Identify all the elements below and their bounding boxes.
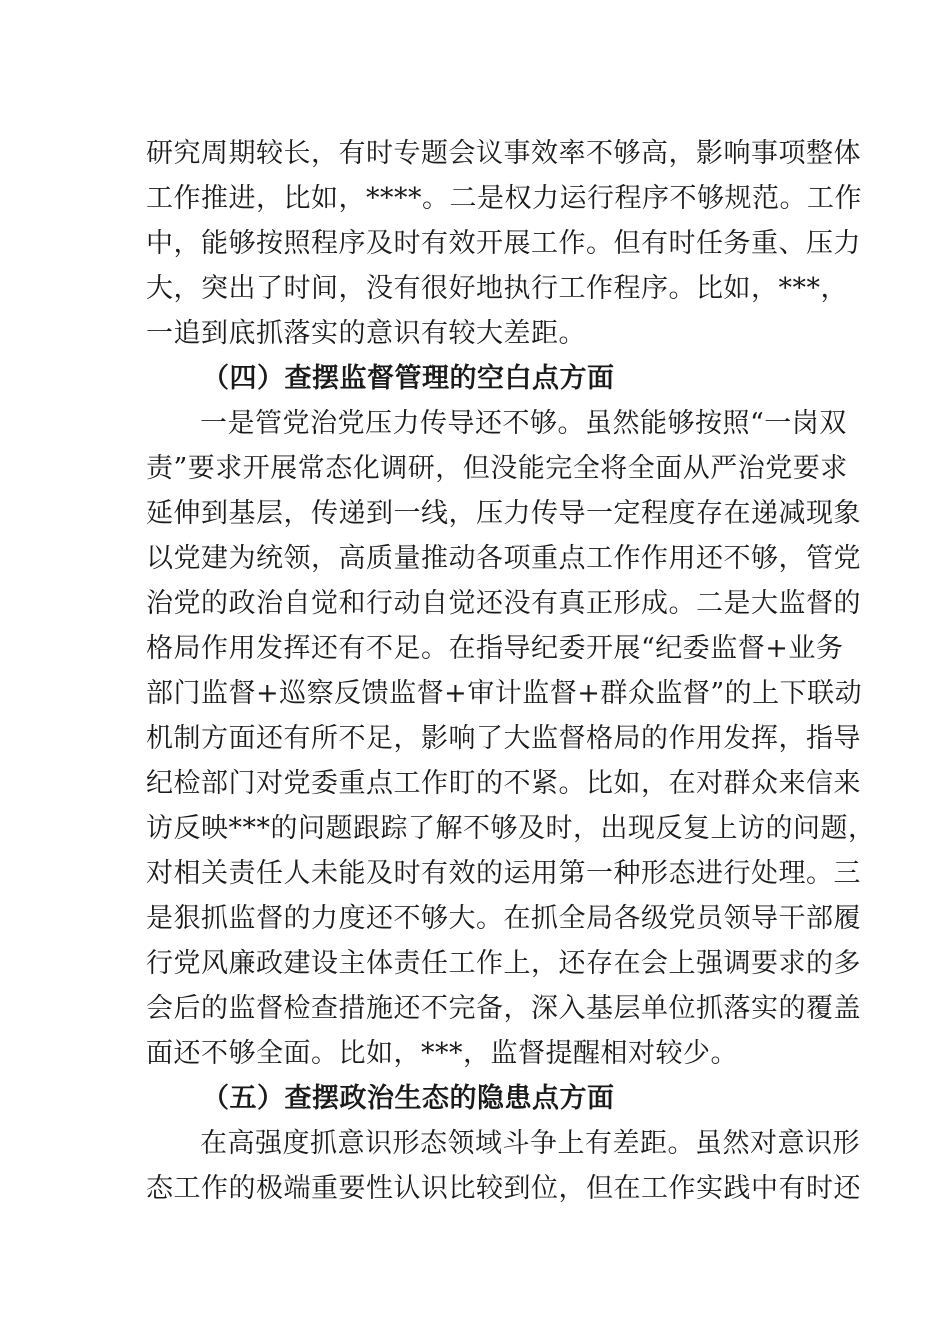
body-line: 对相关责任人未能及时有效的运用第一种形态进行处理。三: [146, 858, 861, 889]
paragraph-first-line: 一是管党治党压力传导还不够。虽然能够按照“一岗双: [200, 408, 847, 439]
body-line: 中，能够按照程序及时有效开展工作。但有时任务重、压力: [146, 228, 861, 259]
body-line: 态工作的极端重要性认识比较到位，但在工作实践中有时还: [146, 1173, 861, 1204]
body-line: 访反映***的问题跟踪了解不够及时，出现反复上访的问题，: [146, 813, 876, 844]
body-line: 纪检部门对党委重点工作盯的不紧。比如，在对群众来信来: [146, 768, 861, 799]
body-line: 责”要求开展常态化调研，但没能完全将全面从严治党要求: [146, 453, 848, 484]
body-line: 治党的政治自觉和行动自觉还没有真正形成。二是大监督的: [146, 588, 861, 619]
body-line: 延伸到基层，传递到一线，压力传导一定程度存在递减现象: [146, 498, 861, 529]
body-line: 以党建为统领，高质量推动各项重点工作作用还不够，管党: [146, 543, 861, 574]
body-line: 一追到底抓落实的意识有较大差距。: [146, 318, 586, 349]
body-line: 工作推进，比如，****。二是权力运行程序不够规范。工作: [146, 183, 862, 214]
body-line: 机制方面还有所不足，影响了大监督格局的作用发挥，指导: [146, 723, 861, 754]
body-line: 部门监督+巡察反馈监督+审计监督+群众监督”的上下联动: [146, 678, 863, 709]
section-heading-4: （四）查摆监督管理的空白点方面: [202, 363, 615, 394]
body-line: 研究周期较长，有时专题会议事效率不够高，影响事项整体: [146, 138, 861, 169]
body-line: 是狠抓监督的力度还不够大。在抓全局各级党员领导干部履: [146, 903, 861, 934]
body-line: 面还不够全面。比如，***，监督提醒相对较少。: [146, 1038, 738, 1069]
body-line: 大，突出了时间，没有很好地执行工作程序。比如，***，: [146, 273, 848, 304]
section-heading-5: （五）查摆政治生态的隐患点方面: [202, 1083, 615, 1114]
paragraph-first-line: 在高强度抓意识形态领域斗争上有差距。虽然对意识形: [200, 1128, 860, 1159]
body-line: 行党风廉政建设主体责任工作上，还存在会上强调要求的多: [146, 948, 861, 979]
document-body: [146, 131, 876, 1211]
body-line: 会后的监督检查措施还不完备，深入基层单位抓落实的覆盖: [146, 993, 861, 1024]
body-line: 格局作用发挥还有不足。在指导纪委开展“纪委监督+业务: [146, 633, 844, 664]
